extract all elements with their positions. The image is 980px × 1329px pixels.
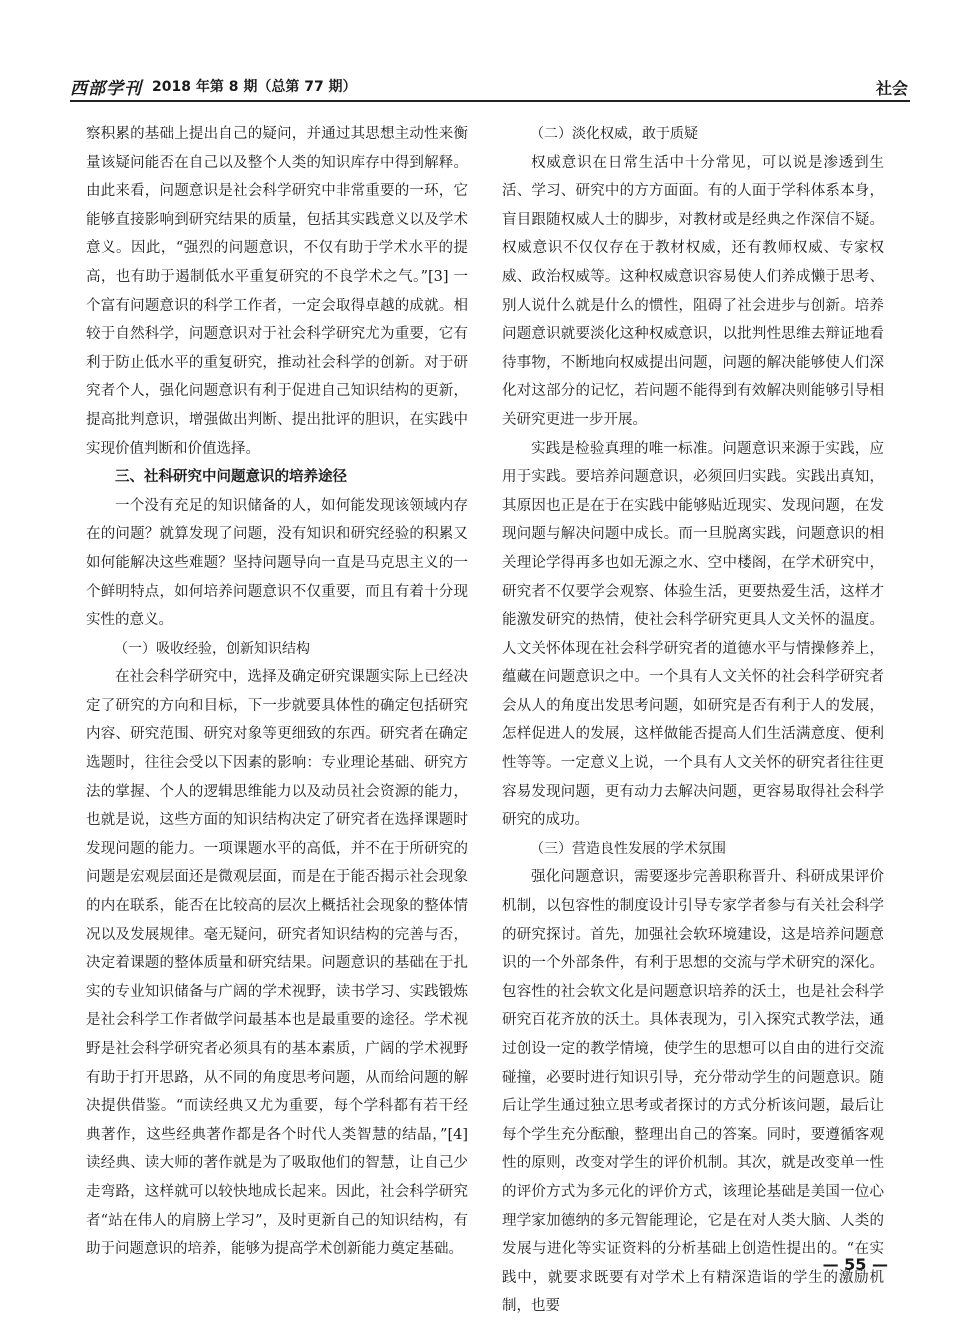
paragraph: 在社会科学研究中，选择及确定研究课题实际上已经决定了研究的方向和目标，下一步就要具体性的确定包括研究内容、研究范围、研究对象等更细致的东西。研究者在确定选题时，往往会受以下因素的影响：专业理论基础、研究方法的掌握、个人的逻辑思维能力以及动员社会资源的能力，也就是说，这些方面的知识结构决定了研究者在选择课题时发现问题的能力。一项课题水平的高低，并不在于所研究的问题是宏观层面还是微观层面，而是在于能否揭示社会现象的内在联系，能否在比较高的层次上概括社会现象的整体情况以及发展规律。毫无疑问，研究者知识结构的完善与否，决定着课题的整体质量和研究结果。问题意识的基础在于扎实的专业知识储备与广阔的学术视野，读书学习、实践锻炼是社会科学工作者做学问最基本也是最重要的途径。学术视野是社会科学研究者必须具有的基本素质，广阔的学术视野有助于打开思路，从不同的角度思考问题，从而给问题的解决提供借鉴。“而读经典又尤为重要，每个学科都有若干经典著作，这些经典著作都是各个时代人类智慧的结晶，”[4] 读经典、读大师的著作就是为了吸取他们的智慧，让自己少走弯路，这样就可以较快地成长起来。因此，社会科学研究者“站在伟人的肩膀上学习”，及时更新自己的知识结构，有助于问题意识的培养，能够为提高学术创新能力奠定基础。 xyxy=(86,669,468,1258)
subsection-heading: （一）吸收经验，创新知识结构 xyxy=(114,640,310,657)
page-number: — 55 — xyxy=(822,1255,888,1274)
left-column xyxy=(86,120,468,1264)
issue-info: 2018 年第 8 期（总第 77 期） xyxy=(152,79,357,95)
section-label: 社会 xyxy=(875,79,908,98)
header-rule xyxy=(70,100,910,102)
page-header xyxy=(70,72,910,102)
paragraph: 实践是检验真理的唯一标准。问题意识来源于实践，应用于实践。要培养问题意识，必须回归实践。实践出真知，其原因也正是在于在实践中能够贴近现实、发现问题，在发现问题与解决问题中成长。而一旦脱离实践，问题意识的相关理论学得再多也如无源之水、空中楼阁，在学术研究中，研究者不仅要学会观察、体验生活，更要热爱生活，这样才能激发研究的热情，使社会科学研究更具人文关怀的温度。人文关怀体现在社会科学研究者的道德水平与情操修养上，蕴藏在问题意识之中。一个具有人文关怀的社会科学研究者会从人的角度出发思考问题，如研究是否有利于人的发展，怎样促进人的发展，这样做能否提高人们生活满意度、便利性等等。一定意义上说，一个具有人文关怀的研究者往往更容易发现问题，更有动力去解决问题，更容易取得社会科学研究的成功。 xyxy=(502,440,884,829)
right-column xyxy=(502,120,884,1321)
journal-logo: 西部学刊 xyxy=(70,79,142,99)
paragraph: 一个没有充足的知识储备的人，如何能发现该领域内存在的问题？就算发现了问题，没有知识和研究经验的积累又如何能解决这些难题？坚持问题导向一直是马克思主义的一个鲜明特点，如何培养问题意识不仅重要，而且有着十分现实性的意义。 xyxy=(86,497,468,629)
paragraph: 权威意识在日常生活中十分常见，可以说是渗透到生活、学习、研究中的方方面面。有的人面于学科体系本身，盲目跟随权威人士的脚步，对教材或是经典之作深信不疑。权威意识不仅仅存在于教材权威，还有教师权威、专家权威、政治权威等。这种权威意识容易使人们养成懒于思考、别人说什么就是什么的惯性，阻碍了社会进步与创新。培养问题意识就要淡化这种权威意识，以批判性思维去辩证地看待事物，不断地向权威提出问题，问题的解决能够使人们深化对这部分的记忆，若问题不能得到有效解决则能够引导相关研究更进一步开展。 xyxy=(502,154,884,428)
section-heading: 三、社科研究中问题意识的培养途径 xyxy=(115,469,347,486)
paragraph: 强化问题意识，需要逐步完善职称晋升、科研成果评价机制，以包容性的制度设计引导专家学者参与有关社会科学的研究探讨。首先，加强社会软环境建设，这是培养问题意识的一个外部条件，有利于思想的交流与学术研究的深化。包容性的社会软文化是问题意识培养的沃土，也是社会科学研究百花齐放的沃土。具体表现为，引入探究式教学法，通过创设一定的教学情境，使学生的思想可以自由的进行交流碰撞，必要时进行知识引导，充分带动学生的问题意识。随后让学生通过独立思考或者探讨的方式分析该问题，最后让每个学生充分酝酿，整理出自己的答案。同时，要遵循客观性的原则，改变对学生的评价机制。其次，就是改变单一性的评价方式为多元化的评价方式，该理论基础是美国一位心理学家加德纳的多元智能理论，它是在对人类大脑、人类的发展与进化等实证资料的分析基础上创造性提出的。“在实践中，就要求既要有对学术上有精深造诣的学生的激励机制，也要 xyxy=(502,869,884,1315)
subsection-heading: （三）营造良性发展的学术氛围 xyxy=(530,840,726,857)
subsection-heading: （二）淡化权威，敢于质疑 xyxy=(530,126,698,142)
paragraph: 察积累的基础上提出自己的疑问，并通过其思想主动性来衡量该疑问能否在自己以及整个人类的知识库存中得到解释。由此来看，问题意识是社会科学研究中非常重要的一环，它能够直接影响到研究结果的质量，包括其实践意义以及学术意义。因此，“强烈的问题意识，不仅有助于学术水平的提高，也有助于遏制低水平重复研究的不良学术之气。”[3] 一个富有问题意识的科学工作者，一定会取得卓越的成就。相较于自然科学，问题意识对于社会科学研究尤为重要，它有利于防止低水平的重复研究，推动社会科学的创新。对于研究者个人，强化问题意识有利于促进自己知识结构的更新，提高批判意识，增强做出判断、提出批评的胆识，在实践中实现价值判断和价值选择。 xyxy=(86,126,468,457)
